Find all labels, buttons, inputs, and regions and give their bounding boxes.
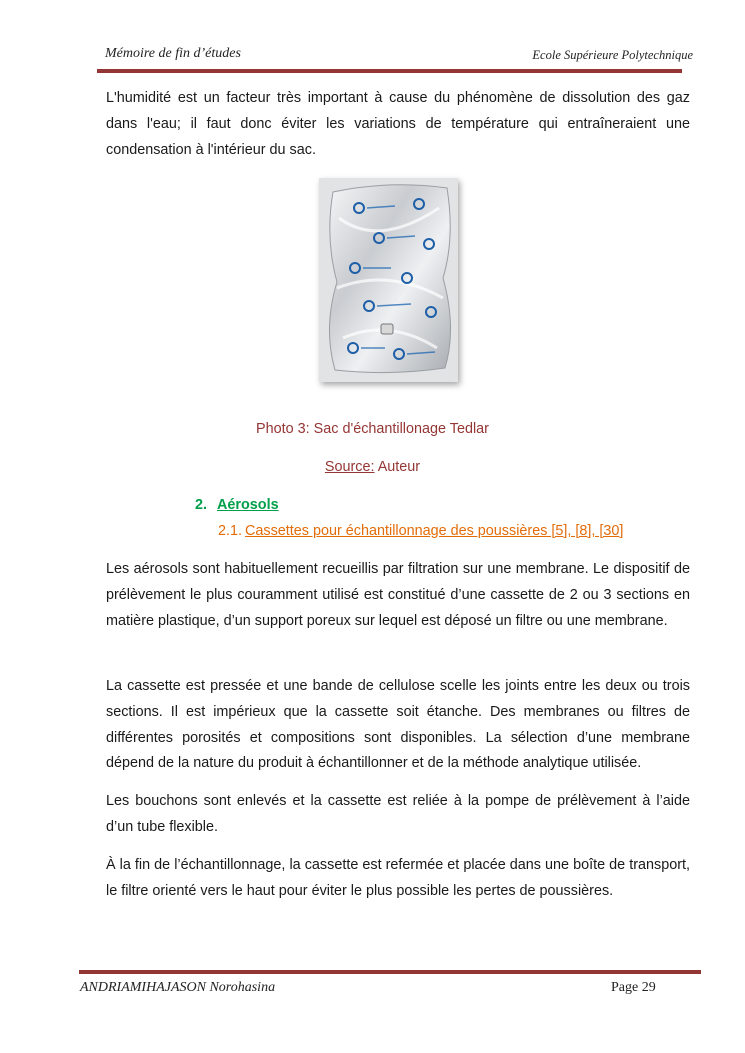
footer-divider (79, 970, 701, 974)
photo-caption: Photo 3: Sac d'échantillonage Tedlar (256, 421, 489, 437)
tedlar-bag-illustration (319, 178, 458, 382)
paragraph-cassette: La cassette est pressée et une bande de cellulose scelle les joints entre les deux ou trois sections. Il est impérieux que la cassette soit étanche. Des membranes ou filtres de différentes porosités et compositions sont disponibles. La sélection d’une membrane dépend de la nature du produit à échantillonner et de la méthode analytique utilisée. (106, 678, 690, 772)
header-right-title: Ecole Supérieure Polytechnique (532, 48, 693, 62)
section-title: Aérosols (217, 497, 279, 513)
header-left-title: Mémoire de fin d’études (105, 46, 241, 61)
section-number: 2. (195, 497, 208, 513)
subsection-heading (218, 523, 623, 539)
photo-source (0, 459, 745, 475)
footer-page-number: Page 29 (611, 980, 656, 995)
source-label: Source: (324, 459, 375, 475)
source-value: Auteur (374, 459, 421, 475)
header-divider (97, 69, 682, 73)
paragraph-humidity: L'humidité est un facteur très important à cause du phénomène de dissolution des gaz dans l'eau; il faut donc éviter les variations de température qui entraîneraient une condensation à l'intérieur du sac. (106, 90, 690, 158)
footer-author: ANDRIAMIHAJASON Norohasina (80, 980, 276, 995)
paragraph-bouchons: Les bouchons sont enlevés et la cassette est reliée à la pompe de prélèvement à l’aide d’un tube flexible. (106, 793, 690, 835)
paragraph-fin-echantillonnage: À la fin de l’échantillonnage, la cassette est refermée et placée dans une boîte de transport, le filtre orienté vers le haut pour éviter le plus possible les pertes de poussières. (106, 857, 690, 899)
subsection-title: Cassettes pour échantillonnage des poussières [5], [8], [30] (245, 523, 624, 539)
subsection-number: 2.1. (218, 523, 243, 539)
tedlar-bag-photo (319, 178, 458, 382)
section-heading (195, 497, 279, 513)
paragraph-aerosols: Les aérosols sont habituellement recueillis par filtration sur une membrane. Le dispositif de prélèvement le plus couramment utilisé est constitué d’une cassette de 2 ou 3 sections en matière plastique, d’un support poreux sur lequel est déposé un filtre ou une membrane. (106, 561, 690, 629)
